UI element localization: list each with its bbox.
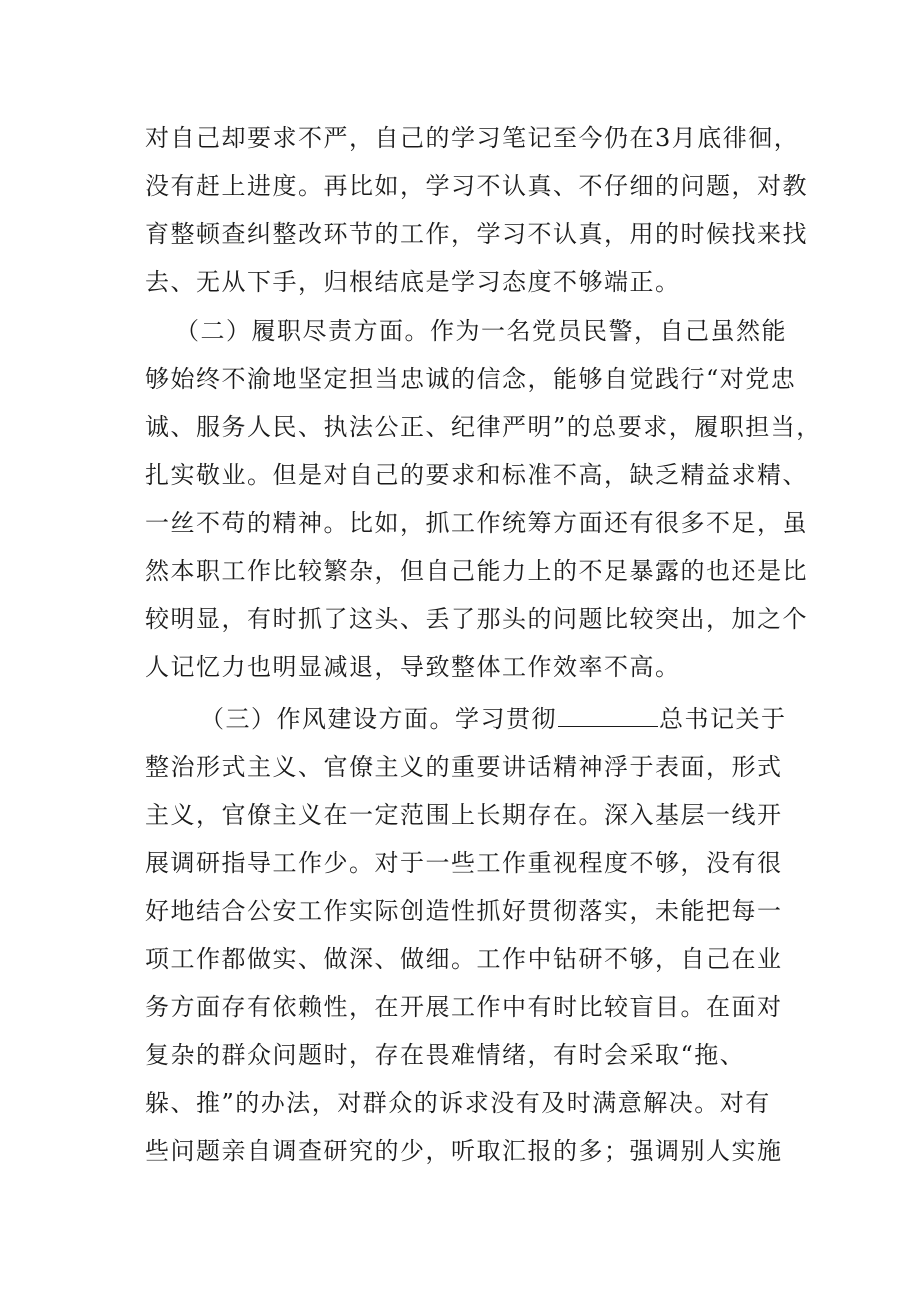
text-line [0,800,920,830]
text-line [0,171,920,201]
line-text: 复杂的群众问题时，存在畏难情绪，有时会采取“拖、 [145,1041,746,1069]
line-text: 然本职工作比较繁杂，但自己能力上的不足暴露的也还是比 [145,557,808,585]
line-text: 一丝不苟的精神。比如，抓工作统筹方面还有很多不足，虽 [145,509,808,537]
fill-in-blank [558,704,658,727]
line-text: 项工作都做实、做深、做细。工作中钻研不够，自己在业 [145,945,783,973]
line-text: 没有赶上进度。再比如，学习不认真、不仔细的问题，对教 [145,172,808,200]
paragraph-heading-line [0,316,920,346]
line-text: 人记忆力也明显减退，导致整体工作效率不高。 [145,653,681,681]
line-text: 对自己却要求不严，自己的学习笔记至今仍在3月底徘徊， [145,124,800,152]
text-line [0,556,920,586]
line-text: 展调研指导工作少。对于一些工作重视程度不够，没有很 [145,849,783,877]
line-text: 育整顿查纠整改环节的工作，学习不认真，用的时候找来找 [145,220,808,248]
line-text: （三）作风建设方面。学习贯彻 [200,705,557,733]
text-line [0,1088,920,1118]
line-text: 务方面存有依赖性，在开展工作中有时比较盲目。在面对 [145,993,783,1021]
line-text: 好地结合公安工作实际创造性抓好贯彻落实，未能把每一 [145,897,783,925]
text-line [0,896,920,926]
text-line [0,752,920,782]
text-line [0,267,920,297]
line-text: 主义，官僚主义在一定范围上长期存在。深入基层一线开 [145,801,783,829]
text-line [0,364,920,394]
text-line [0,460,920,490]
text-line [0,992,920,1022]
line-text: （二）履职尽责方面。作为一名党员民警，自己虽然能 [175,317,787,345]
line-text: 总书记关于 [659,705,787,733]
line-text: 扎实敬业。但是对自己的要求和标准不高，缺乏精益求精、 [145,461,808,489]
line-text: 诚、服务人民、执法公正、纪律严明”的总要求，履职担当， [145,413,822,441]
paragraph-heading-line [0,704,920,734]
text-line [0,219,920,249]
text-line [0,123,920,153]
text-line [0,652,920,682]
text-line [0,604,920,634]
line-text: 躲、推”的办法，对群众的诉求没有及时满意解决。对有 [145,1089,771,1117]
text-line [0,1040,920,1070]
line-text: 够始终不渝地坚定担当忠诚的信念，能够自觉践行“对党忠 [145,365,797,393]
text-line [0,508,920,538]
text-line [0,944,920,974]
line-text: 整治形式主义、官僚主义的重要讲话精神浮于表面，形式 [145,753,783,781]
text-line [0,848,920,878]
line-text: 较明显，有时抓了这头、丢了那头的问题比较突出，加之个 [145,605,808,633]
text-line [0,1136,920,1166]
line-text: 去、无从下手，归根结底是学习态度不够端正。 [145,268,681,296]
line-text: 些问题亲自调查研究的少，听取汇报的多；强调别人实施 [145,1137,783,1165]
text-line [0,412,920,442]
